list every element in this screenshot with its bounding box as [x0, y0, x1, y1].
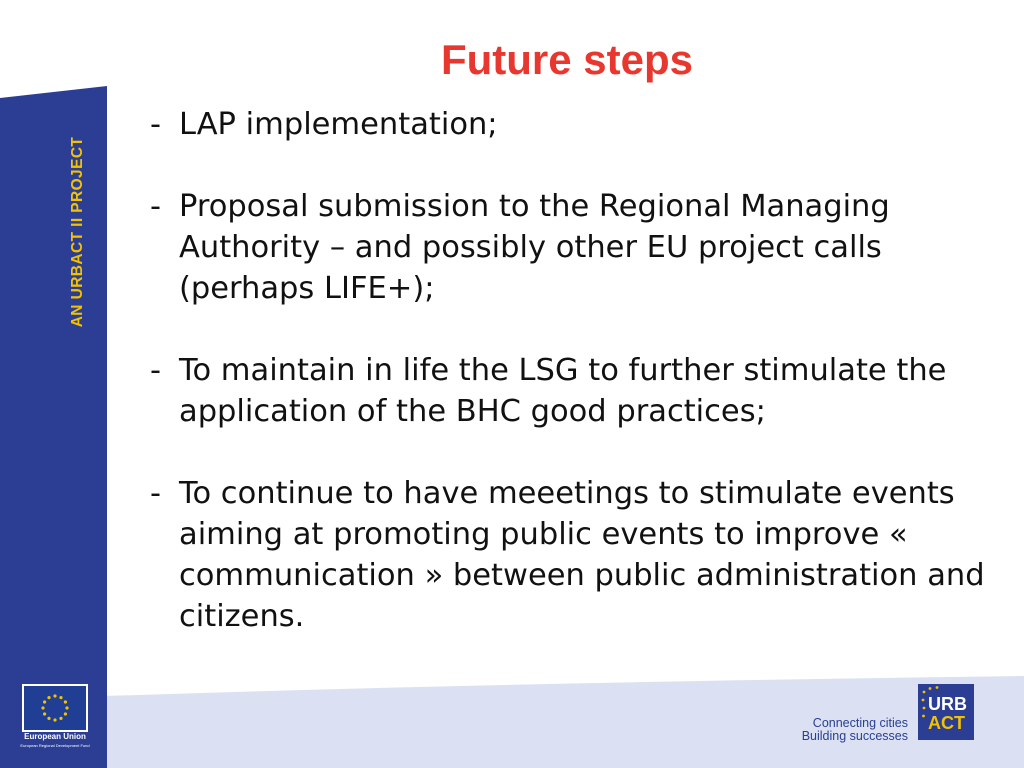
- tagline-line: Building successes: [801, 729, 908, 743]
- urbact-logo-icon: [918, 684, 974, 740]
- bullet-marker: -: [150, 107, 162, 142]
- bullet-item: [150, 104, 990, 145]
- eu-caption: European Union: [24, 732, 86, 741]
- bullet-text: To maintain in life the LSG to further stimulate the application of the BHC good practices;: [179, 353, 947, 429]
- urbact-logo-line1: URB: [928, 694, 967, 714]
- bullet-item: [150, 350, 990, 432]
- eu-subcaption: European Regional Development Fund: [20, 743, 90, 748]
- urbact-logo-line2: ACT: [928, 713, 965, 733]
- bullet-list: [150, 104, 990, 637]
- bullet-text: Proposal submission to the Regional Managing Authority – and possibly other EU project calls (perhaps LIFE+);: [179, 189, 890, 306]
- tagline-line: Connecting cities: [812, 716, 908, 730]
- slide-title: Future steps: [440, 36, 694, 83]
- bullet-item: [150, 186, 990, 309]
- bullet-marker: -: [150, 189, 162, 224]
- eu-flag-icon: [22, 684, 88, 732]
- bullet-marker: -: [150, 476, 162, 511]
- sidebar-panel: [0, 86, 107, 768]
- bullet-text: To continue to have meeetings to stimulate events aiming at promoting public events to improve « communication » between public administration and citizens.: [179, 476, 985, 634]
- bullet-item: [150, 473, 990, 637]
- bullet-marker: -: [150, 353, 162, 388]
- bullet-text: LAP implementation;: [179, 107, 498, 142]
- project-label: AN URBACT II PROJECT: [69, 136, 86, 328]
- eu-stars-icon: [24, 686, 86, 730]
